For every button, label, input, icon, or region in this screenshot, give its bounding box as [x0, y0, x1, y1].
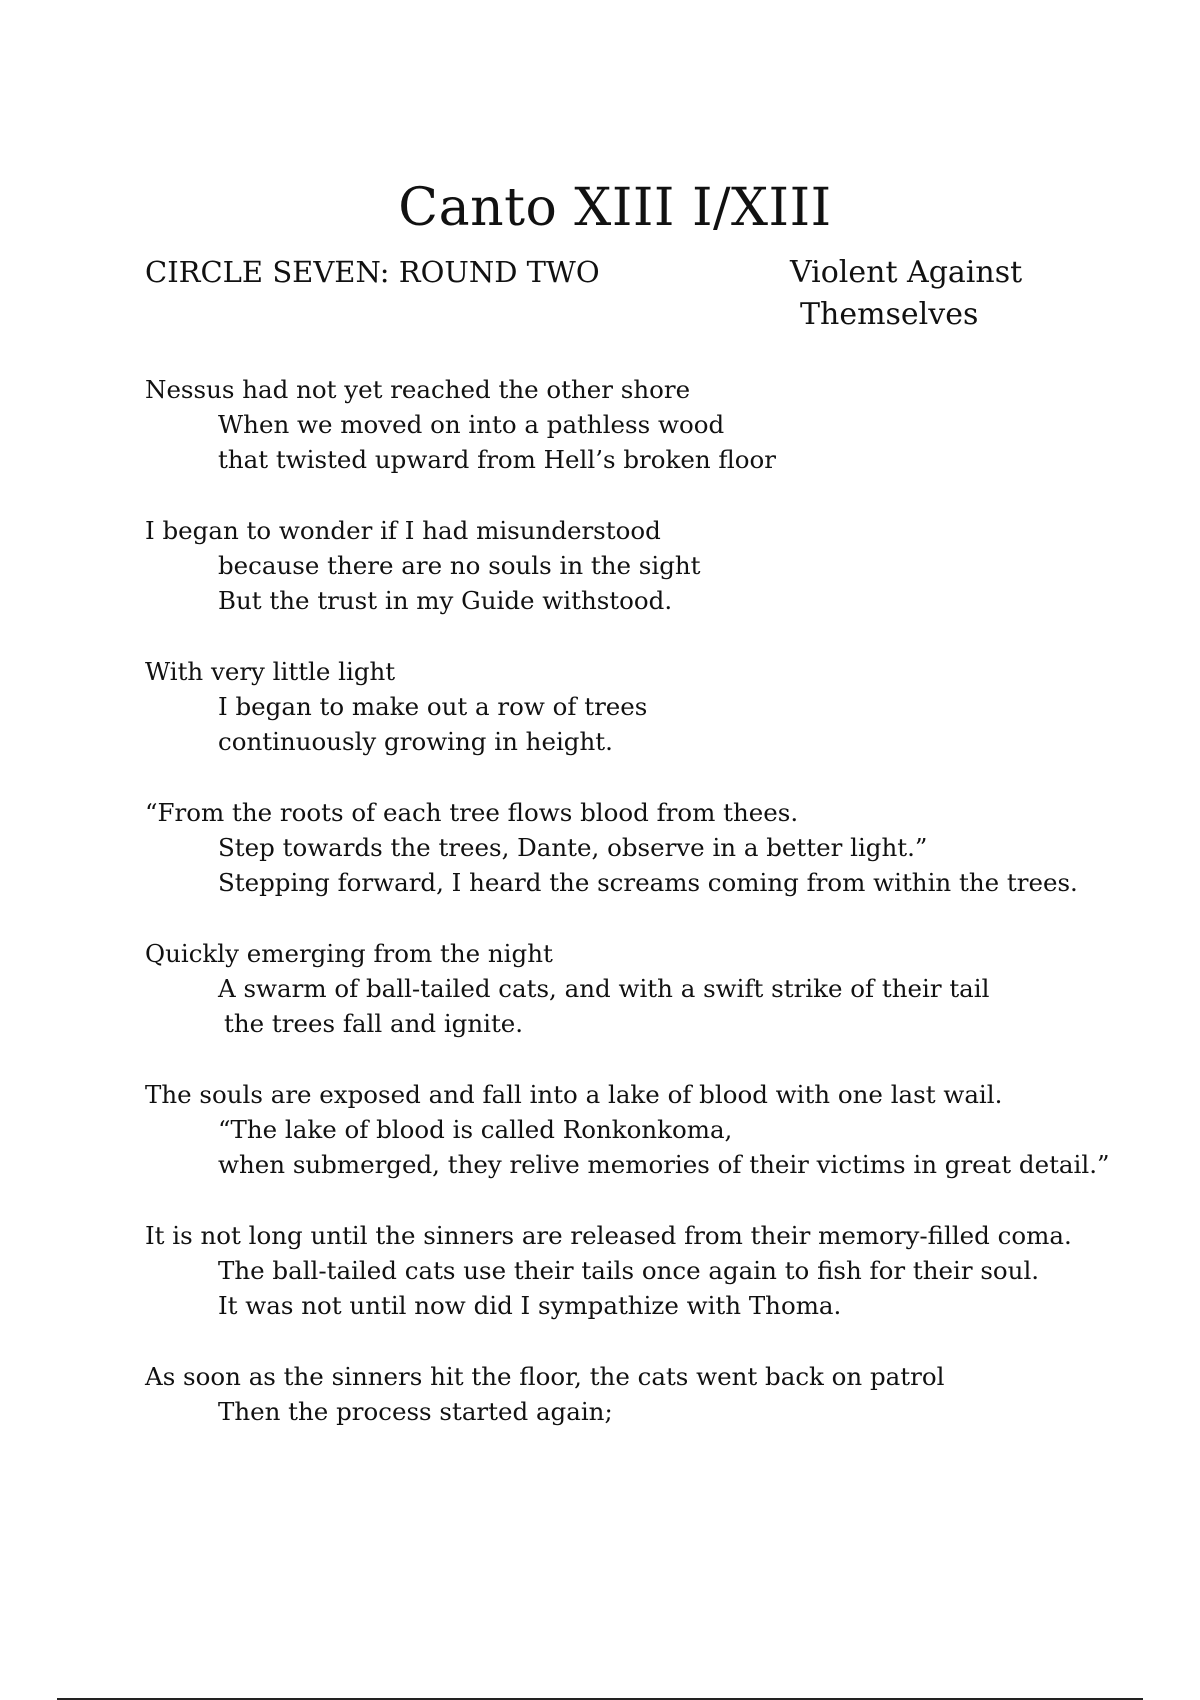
poem-line: continuously growing in height.	[218, 727, 613, 756]
circle-heading: CIRCLE SEVEN: ROUND TWO	[145, 255, 600, 289]
poem-line: The ball-tailed cats use their tails once again to fish for their soul.	[218, 1256, 1040, 1285]
poem-line: the trees fall and ignite.	[224, 1009, 524, 1038]
poem-line: But the trust in my Guide withstood.	[218, 586, 673, 615]
poem-line: It was not until now did I sympathize with Thoma.	[218, 1291, 842, 1320]
poem-line: The souls are exposed and fall into a lake of blood with one last wail.	[145, 1080, 1003, 1109]
sin-category-heading	[790, 252, 1022, 336]
stanza	[145, 1359, 1155, 1429]
stanza	[145, 513, 1155, 618]
poem-line: Stepping forward, I heard the screams coming from within the trees.	[218, 868, 1078, 897]
stanza	[145, 372, 1155, 477]
poem-line: With very little light	[145, 657, 396, 686]
poem-line: Step towards the trees, Dante, observe in a better light.”	[218, 833, 928, 862]
stanza	[145, 1077, 1155, 1182]
poem-line: that twisted upward from Hell’s broken floor	[218, 445, 776, 474]
poem-line: A swarm of ball-tailed cats, and with a swift strike of their tail	[218, 974, 990, 1003]
poem-line: As soon as the sinners hit the floor, the cats went back on patrol	[145, 1362, 945, 1391]
poem-line: “From the roots of each tree flows blood from thees.	[145, 798, 799, 827]
poem-line: It is not long until the sinners are released from their memory-filled coma.	[145, 1221, 1072, 1250]
poem-line: When we moved on into a pathless wood	[218, 410, 725, 439]
poem-line: I began to make out a row of trees	[218, 692, 648, 721]
sin-category-line-2: Themselves	[800, 297, 979, 332]
poem-body	[145, 372, 1155, 1465]
canto-title: Canto XIII I/XIII	[398, 178, 832, 238]
stanza	[145, 1218, 1155, 1323]
sin-category-line-1: Violent Against	[790, 255, 1023, 290]
poem-line: Quickly emerging from the night	[145, 939, 553, 968]
poem-line: Then the process started again;	[218, 1397, 613, 1426]
poem-line: I began to wonder if I had misunderstood	[145, 516, 661, 545]
poem-line: when submerged, they relive memories of their victims in great detail.”	[218, 1150, 1110, 1179]
poem-line: Nessus had not yet reached the other shore	[145, 375, 691, 404]
stanza	[145, 936, 1155, 1041]
poem-line: because there are no souls in the sight	[218, 551, 701, 580]
stanza	[145, 795, 1155, 900]
stanza	[145, 654, 1155, 759]
poem-line: “The lake of blood is called Ronkonkoma,	[218, 1115, 733, 1144]
